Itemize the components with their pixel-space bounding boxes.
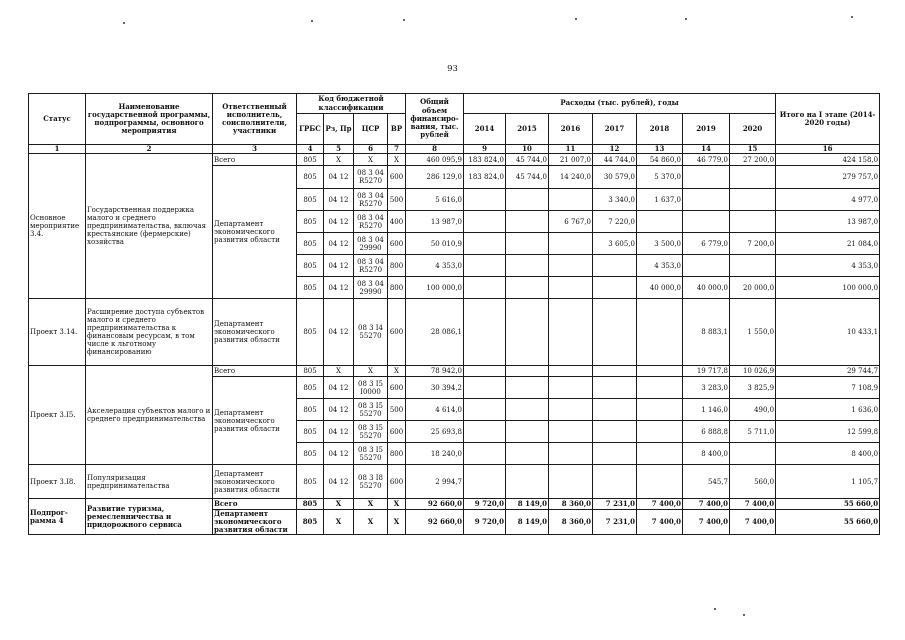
header-status: Статус: [29, 94, 86, 145]
row-year-value: 8 400,0: [683, 443, 730, 465]
row-year-value: [549, 299, 593, 366]
row-responsible: Всего: [213, 154, 297, 166]
column-number: 1: [29, 145, 86, 154]
row-vr: 500: [388, 189, 406, 211]
column-number: 8: [406, 145, 464, 154]
row-year-value: 545,7: [683, 465, 730, 499]
row-year-value: [464, 211, 506, 233]
row-stage-total: 1 105,7: [776, 465, 880, 499]
row-year-value: [637, 299, 683, 366]
row-year-value: [464, 443, 506, 465]
header-program-name: Наименование государственной программы, подпрограммы, основного мероприятия: [86, 94, 213, 145]
row-year-value: 6 779,0: [683, 233, 730, 255]
row-year-value: [549, 421, 593, 443]
header-grbs: ГРБС: [297, 114, 324, 145]
header-csr: ЦСР: [354, 114, 388, 145]
row-grbs: 805: [297, 510, 324, 535]
row-vr: Х: [388, 499, 406, 510]
row-stage-total: 13 987,0: [776, 211, 880, 233]
row-year-value: 44 744,0: [593, 154, 637, 166]
row-year-value: 560,0: [730, 465, 776, 499]
row-status: Подпрог-рамма 4: [29, 499, 86, 535]
row-responsible: Всего: [213, 366, 297, 377]
header-year: 2018: [637, 114, 683, 145]
row-year-value: [549, 399, 593, 421]
row-total: 92 660,0: [406, 510, 464, 535]
row-year-value: [593, 421, 637, 443]
row-total: 4 614,0: [406, 399, 464, 421]
row-vr: Х: [388, 510, 406, 535]
row-year-value: 7 231,0: [593, 510, 637, 535]
scan-speck: [403, 19, 405, 21]
header-year: 2015: [506, 114, 549, 145]
row-year-value: 490,0: [730, 399, 776, 421]
row-year-value: [506, 299, 549, 366]
row-total: 78 942,0: [406, 366, 464, 377]
row-rz-pr: 04 12: [324, 255, 354, 277]
row-year-value: [637, 377, 683, 399]
row-year-value: 183 824,0: [464, 154, 506, 166]
row-year-value: 7 200,0: [730, 233, 776, 255]
row-grbs: 805: [297, 465, 324, 499]
row-year-value: [464, 277, 506, 299]
row-total: 25 693,8: [406, 421, 464, 443]
row-year-value: 6 888,8: [683, 421, 730, 443]
row-vr: 800: [388, 277, 406, 299]
row-rz-pr: Х: [324, 366, 354, 377]
header-year: 2020: [730, 114, 776, 145]
row-grbs: 805: [297, 233, 324, 255]
row-stage-total: 8 400,0: [776, 443, 880, 465]
row-year-value: [506, 233, 549, 255]
row-vr: Х: [388, 366, 406, 377]
row-year-value: 7 400,0: [637, 510, 683, 535]
scan-speck: [575, 18, 577, 20]
row-year-value: [506, 377, 549, 399]
row-year-value: [506, 443, 549, 465]
row-year-value: 183 824,0: [464, 166, 506, 189]
row-year-value: [464, 189, 506, 211]
row-csr: Х: [354, 366, 388, 377]
column-number: 16: [776, 145, 880, 154]
row-year-value: [549, 277, 593, 299]
scan-speck: [123, 22, 125, 24]
row-year-value: [683, 211, 730, 233]
row-year-value: [549, 465, 593, 499]
row-stage-total: 100 000,0: [776, 277, 880, 299]
column-number: 6: [354, 145, 388, 154]
column-number-row: [29, 145, 880, 154]
row-year-value: 1 146,0: [683, 399, 730, 421]
row-vr: 600: [388, 299, 406, 366]
row-responsible: Департамент экономического развития области: [213, 510, 297, 535]
row-rz-pr: 04 12: [324, 399, 354, 421]
scan-speck: [851, 16, 853, 18]
row-year-value: [593, 299, 637, 366]
row-stage-total: 1 636,0: [776, 399, 880, 421]
row-csr: 08 3 I5 55270: [354, 421, 388, 443]
row-status: Проект 3.14.: [29, 299, 86, 366]
row-program-name: Популяризация предпринимательства: [86, 465, 213, 499]
row-year-value: [593, 465, 637, 499]
row-total: 92 660,0: [406, 499, 464, 510]
row-year-value: [549, 443, 593, 465]
row-year-value: 19 717,8: [683, 366, 730, 377]
row-year-value: 8 149,0: [506, 499, 549, 510]
row-stage-total: 10 433,1: [776, 299, 880, 366]
row-status: Основное мероприятие 3.4.: [29, 154, 86, 299]
column-number: 9: [464, 145, 506, 154]
column-number: 5: [324, 145, 354, 154]
header-year: 2017: [593, 114, 637, 145]
row-year-value: [730, 189, 776, 211]
row-csr: 08 3 I5 I0000: [354, 377, 388, 399]
row-status: Проект 3.I5.: [29, 366, 86, 465]
row-year-value: 8 149,0: [506, 510, 549, 535]
row-stage-total: 424 158,0: [776, 154, 880, 166]
row-vr: 800: [388, 443, 406, 465]
row-year-value: 30 579,0: [593, 166, 637, 189]
header-expenses: Расходы (тыс. рублей), годы: [464, 94, 776, 114]
row-csr: 08 3 I5 55270: [354, 443, 388, 465]
column-number: 4: [297, 145, 324, 154]
row-year-value: 5 711,0: [730, 421, 776, 443]
row-vr: 600: [388, 377, 406, 399]
row-total: 50 010,9: [406, 233, 464, 255]
row-year-value: [549, 255, 593, 277]
row-year-value: [593, 255, 637, 277]
row-stage-total: 7 108,9: [776, 377, 880, 399]
row-grbs: 805: [297, 211, 324, 233]
row-year-value: 1 550,0: [730, 299, 776, 366]
row-year-value: 54 860,0: [637, 154, 683, 166]
row-year-value: 5 370,0: [637, 166, 683, 189]
row-stage-total: 4 977,0: [776, 189, 880, 211]
row-total: 13 987,0: [406, 211, 464, 233]
row-grbs: 805: [297, 366, 324, 377]
column-number: 3: [213, 145, 297, 154]
row-year-value: [464, 233, 506, 255]
row-year-value: 40 000,0: [637, 277, 683, 299]
row-rz-pr: 04 12: [324, 189, 354, 211]
column-number: 10: [506, 145, 549, 154]
header-budget-code: Код бюджетной классификации: [297, 94, 406, 114]
row-year-value: 20 000,0: [730, 277, 776, 299]
scan-speck: [714, 608, 716, 610]
row-year-value: 3 605,0: [593, 233, 637, 255]
row-rz-pr: 04 12: [324, 465, 354, 499]
row-csr: 08 3 04 29990: [354, 233, 388, 255]
row-stage-total: 4 353,0: [776, 255, 880, 277]
row-vr: 600: [388, 465, 406, 499]
row-csr: Х: [354, 510, 388, 535]
scan-speck: [685, 18, 687, 20]
row-year-value: [506, 399, 549, 421]
row-year-value: [637, 211, 683, 233]
row-year-value: [683, 189, 730, 211]
row-program-name: Развитие туризма, ремесленничества и придорожного сервиса: [86, 499, 213, 535]
header-year: 2016: [549, 114, 593, 145]
row-year-value: [637, 399, 683, 421]
row-rz-pr: 04 12: [324, 421, 354, 443]
row-grbs: 805: [297, 499, 324, 510]
row-year-value: [730, 211, 776, 233]
row-year-value: [464, 366, 506, 377]
row-total: 18 240,0: [406, 443, 464, 465]
row-total: 28 086,1: [406, 299, 464, 366]
scan-speck: [743, 614, 745, 616]
row-csr: Х: [354, 154, 388, 166]
page-number: 93: [447, 64, 458, 74]
row-year-value: 4 353,0: [637, 255, 683, 277]
row-year-value: [593, 277, 637, 299]
row-grbs: 805: [297, 255, 324, 277]
row-year-value: [464, 255, 506, 277]
row-responsible: Департамент экономического развития области: [213, 377, 297, 465]
row-year-value: [506, 366, 549, 377]
scan-speck: [311, 20, 313, 22]
row-year-value: 6 767,0: [549, 211, 593, 233]
row-year-value: [637, 465, 683, 499]
row-rz-pr: 04 12: [324, 166, 354, 189]
row-year-value: 7 400,0: [683, 499, 730, 510]
row-total: 460 095,9: [406, 154, 464, 166]
row-grbs: 805: [297, 166, 324, 189]
row-csr: 08 3 I8 55270: [354, 465, 388, 499]
row-total: 30 394,2: [406, 377, 464, 399]
row-total: 286 129,0: [406, 166, 464, 189]
row-year-value: [549, 377, 593, 399]
row-stage-total: 279 757,0: [776, 166, 880, 189]
row-year-value: 7 400,0: [730, 499, 776, 510]
row-year-value: [730, 443, 776, 465]
row-grbs: 805: [297, 299, 324, 366]
row-grbs: 805: [297, 277, 324, 299]
row-grbs: 805: [297, 154, 324, 166]
row-stage-total: 21 084,0: [776, 233, 880, 255]
row-responsible: Департамент экономического развития области: [213, 465, 297, 499]
row-year-value: [549, 189, 593, 211]
column-number: 13: [637, 145, 683, 154]
row-year-value: 7 400,0: [637, 499, 683, 510]
column-number: 2: [86, 145, 213, 154]
row-vr: 800: [388, 255, 406, 277]
row-year-value: [683, 166, 730, 189]
row-vr: 600: [388, 166, 406, 189]
table-body: [29, 154, 880, 535]
row-year-value: 45 744,0: [506, 154, 549, 166]
column-number: 11: [549, 145, 593, 154]
header-year: 2014: [464, 114, 506, 145]
table-row: [29, 465, 880, 499]
row-rz-pr: Х: [324, 499, 354, 510]
row-rz-pr: 04 12: [324, 277, 354, 299]
row-year-value: 8 360,0: [549, 510, 593, 535]
row-year-value: [593, 377, 637, 399]
row-year-value: [683, 255, 730, 277]
row-stage-total: 29 744,7: [776, 366, 880, 377]
row-year-value: 8 360,0: [549, 499, 593, 510]
row-grbs: 805: [297, 399, 324, 421]
row-rz-pr: 04 12: [324, 233, 354, 255]
row-year-value: 7 220,0: [593, 211, 637, 233]
row-csr: 08 3 04 29990: [354, 277, 388, 299]
table-row: [29, 499, 880, 510]
row-year-value: [464, 421, 506, 443]
row-csr: Х: [354, 499, 388, 510]
row-year-value: [637, 366, 683, 377]
row-year-value: 8 883,1: [683, 299, 730, 366]
row-year-value: [464, 465, 506, 499]
row-vr: 600: [388, 233, 406, 255]
row-vr: 500: [388, 399, 406, 421]
row-year-value: 1 637,0: [637, 189, 683, 211]
row-total: 5 616,0: [406, 189, 464, 211]
row-year-value: 7 400,0: [730, 510, 776, 535]
column-number: 7: [388, 145, 406, 154]
row-csr: 08 3 04 R5270: [354, 255, 388, 277]
row-total: 4 353,0: [406, 255, 464, 277]
row-year-value: [506, 189, 549, 211]
row-year-value: 7 231,0: [593, 499, 637, 510]
row-year-value: 40 000,0: [683, 277, 730, 299]
row-year-value: [730, 166, 776, 189]
row-year-value: 3 283,0: [683, 377, 730, 399]
row-rz-pr: 04 12: [324, 443, 354, 465]
row-year-value: 9 720,0: [464, 499, 506, 510]
row-rz-pr: 04 12: [324, 299, 354, 366]
row-year-value: [464, 377, 506, 399]
row-rz-pr: Х: [324, 510, 354, 535]
row-year-value: [593, 399, 637, 421]
row-year-value: [549, 366, 593, 377]
row-responsible: Всего: [213, 499, 297, 510]
row-csr: 08 3 I4 55270: [354, 299, 388, 366]
row-year-value: [506, 465, 549, 499]
row-program-name: Государственная поддержка малого и среднего предпринимательства, включая крестьянские (фермерские) хозяйства: [86, 154, 213, 299]
row-year-value: 9 720,0: [464, 510, 506, 535]
row-rz-pr: Х: [324, 154, 354, 166]
row-year-value: [549, 233, 593, 255]
row-year-value: [730, 255, 776, 277]
row-rz-pr: 04 12: [324, 211, 354, 233]
row-csr: 08 3 I5 55270: [354, 399, 388, 421]
column-number: 14: [683, 145, 730, 154]
row-year-value: 21 007,0: [549, 154, 593, 166]
row-year-value: [464, 399, 506, 421]
row-rz-pr: 04 12: [324, 377, 354, 399]
row-stage-total: 55 660,0: [776, 510, 880, 535]
row-grbs: 805: [297, 443, 324, 465]
column-number: 15: [730, 145, 776, 154]
row-total: 2 994,7: [406, 465, 464, 499]
row-year-value: 3 500,0: [637, 233, 683, 255]
header-rz-pr: Рз, Пр: [324, 114, 354, 145]
table-row: [29, 299, 880, 366]
row-csr: 08 3 04 R5270: [354, 166, 388, 189]
row-grbs: 805: [297, 189, 324, 211]
row-stage-total: 55 660,0: [776, 499, 880, 510]
row-year-value: 27 200,0: [730, 154, 776, 166]
row-responsible: Департамент экономического развития области: [213, 166, 297, 299]
row-year-value: [506, 255, 549, 277]
row-grbs: 805: [297, 421, 324, 443]
row-total: 100 000,0: [406, 277, 464, 299]
row-year-value: [506, 277, 549, 299]
header-responsible: Ответственный исполнитель, соисполнители, участники: [213, 94, 297, 145]
row-year-value: [593, 443, 637, 465]
header-year: 2019: [683, 114, 730, 145]
row-year-value: [506, 211, 549, 233]
row-year-value: 3 340,0: [593, 189, 637, 211]
row-vr: Х: [388, 154, 406, 166]
budget-table: [28, 93, 880, 535]
table-row: [29, 154, 880, 166]
row-program-name: Акселерация субъектов малого и среднего предпринимательства: [86, 366, 213, 465]
header-stage-total: Итого на I этапе (2014-2020 годы): [776, 94, 880, 145]
row-year-value: 46 779,0: [683, 154, 730, 166]
row-year-value: [637, 421, 683, 443]
row-stage-total: 12 599,8: [776, 421, 880, 443]
header-vr: ВР: [388, 114, 406, 145]
row-vr: 600: [388, 421, 406, 443]
row-year-value: 3 825,9: [730, 377, 776, 399]
table-row: [29, 366, 880, 377]
row-vr: 400: [388, 211, 406, 233]
row-grbs: 805: [297, 377, 324, 399]
row-year-value: 10 026,9: [730, 366, 776, 377]
row-year-value: [637, 443, 683, 465]
column-number: 12: [593, 145, 637, 154]
row-program-name: Расширение доступа субъектов малого и среднего предпринимательства к финансовым ресурсам, в том числе к льготному финансированию: [86, 299, 213, 366]
row-year-value: 45 744,0: [506, 166, 549, 189]
row-csr: 08 3 04 R5270: [354, 189, 388, 211]
row-responsible: Департамент экономического развития области: [213, 299, 297, 366]
row-year-value: [593, 366, 637, 377]
header-total-financing: Общий объем финансиро-вания, тыс. рублей: [406, 94, 464, 145]
row-year-value: [506, 421, 549, 443]
row-year-value: [464, 299, 506, 366]
row-csr: 08 3 04 R5270: [354, 211, 388, 233]
row-status: Проект 3.I8.: [29, 465, 86, 499]
row-year-value: 14 240,0: [549, 166, 593, 189]
row-year-value: 7 400,0: [683, 510, 730, 535]
